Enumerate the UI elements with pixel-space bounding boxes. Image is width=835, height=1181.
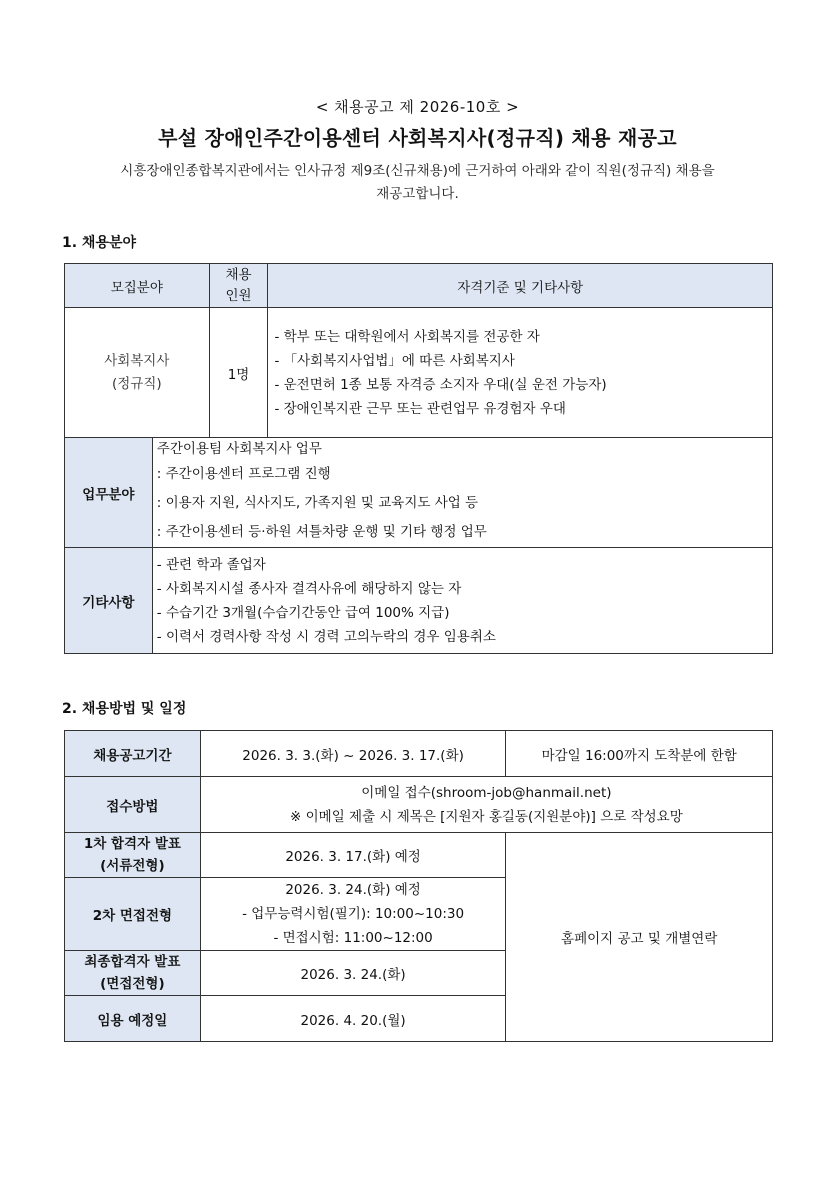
first-result-label: [65, 833, 201, 878]
method-email: 이메일 접수(shroom-job@hanmail.net): [361, 784, 612, 801]
intro-line: 시흥장애인종합복지관에서는 인사규정 제9조(신규채용)에 근거하여 아래와 같이 직원(정규직) 채용을: [120, 163, 715, 179]
list-item: : 주간이용센터 프로그램 진행: [156, 466, 331, 482]
list-item: - 장애인복지관 근무 또는 관련업무 유경험자 우대: [274, 400, 566, 417]
intro-line: 재공고합니다.: [376, 186, 459, 202]
appointment-label: 임용 예정일: [65, 996, 201, 1042]
page-title: 부설 장애인주간이용센터 사회복지사(정규직) 채용 재공고: [158, 126, 677, 150]
list-item: - 수습기간 3개월(수습기간동안 급여 100% 지급): [156, 604, 450, 621]
list-item: - 관련 학과 졸업자: [156, 556, 266, 573]
appointment-value: 2026. 4. 20.(월): [200, 996, 506, 1042]
second-interview-date: 2026. 3. 24.(화) 예정: [285, 882, 421, 898]
first-result-label-line1: 1차 합격자 발표: [83, 836, 181, 852]
header-field: 모집분야: [65, 264, 210, 308]
list-item: - 운전면허 1종 보통 자격증 소지자 우대(실 운전 가능자): [274, 376, 607, 393]
final-result-label: [65, 951, 201, 996]
duties-label: 업무분야: [65, 438, 153, 548]
method-label: 접수방법: [65, 777, 201, 833]
second-interview-time: - 면접시험: 11:00~12:00: [273, 930, 433, 946]
header-count: [209, 264, 268, 308]
final-result-label-line2: (면접전형): [100, 976, 165, 992]
list-item: - 「사회복지사업법」에 따른 사회복지사: [274, 352, 515, 369]
qualifications-list: [268, 308, 773, 438]
etc-list: [152, 548, 772, 654]
second-interview-test: - 업무능력시험(필기): 10:00~10:30: [242, 906, 465, 922]
section2-heading: 2. 채용방법 및 일정: [62, 701, 187, 717]
first-result-label-line2: (서류전형): [100, 858, 165, 874]
announcement-method: 홈페이지 공고 및 개별연락: [506, 833, 773, 1042]
position-count: 1명: [209, 308, 268, 438]
section1-heading: 1. 채용분야: [62, 235, 137, 251]
position-name: 사회복지사: [104, 352, 170, 369]
final-result-label-line1: 최종합격자 발표: [84, 954, 181, 970]
final-result-value: 2026. 3. 24.(화): [200, 951, 506, 996]
position-type: (정규직): [111, 375, 162, 392]
list-item: : 주간이용센터 등·하원 셔틀차량 운행 및 기타 행정 업무: [156, 524, 487, 540]
etc-label: 기타사항: [65, 548, 153, 654]
header-count-line2: 인원: [225, 287, 252, 304]
deadline-note: 마감일 16:00까지 도착분에 한함: [506, 731, 773, 777]
list-item: - 학부 또는 대학원에서 사회복지를 전공한 자: [274, 328, 540, 345]
position-cell: [65, 308, 210, 438]
method-note: ※ 이메일 제출 시 제목은 [지원자 홍길동(지원분야)] 으로 작성요망: [290, 808, 683, 825]
notice-number: < 채용공고 제 2026-10호 >: [315, 98, 520, 116]
period-value: 2026. 3. 3.(화) ~ 2026. 3. 17.(화): [200, 731, 506, 777]
recruitment-field-table: [64, 263, 773, 654]
header-qualifications: 자격기준 및 기타사항: [268, 264, 773, 308]
header-count-line1: 채용: [225, 266, 252, 283]
list-item: - 이력서 경력사항 작성 시 경력 고의누락의 경우 임용취소: [156, 628, 496, 645]
list-item: : 이용자 지원, 식사지도, 가족지원 및 교육지도 사업 등: [156, 495, 479, 511]
schedule-table: [64, 730, 773, 1042]
list-item: 주간이용팀 사회복지사 업무: [156, 441, 322, 457]
period-label: 채용공고기간: [65, 731, 201, 777]
second-interview-label: 2차 면접전형: [65, 878, 201, 951]
intro-text: [60, 160, 775, 206]
first-result-value: 2026. 3. 17.(화) 예정: [200, 833, 506, 878]
second-interview-value: [200, 878, 506, 951]
list-item: - 사회복지시설 종사자 결격사유에 해당하지 않는 자: [156, 580, 462, 597]
duties-list: [152, 438, 772, 548]
method-value: [200, 777, 772, 833]
